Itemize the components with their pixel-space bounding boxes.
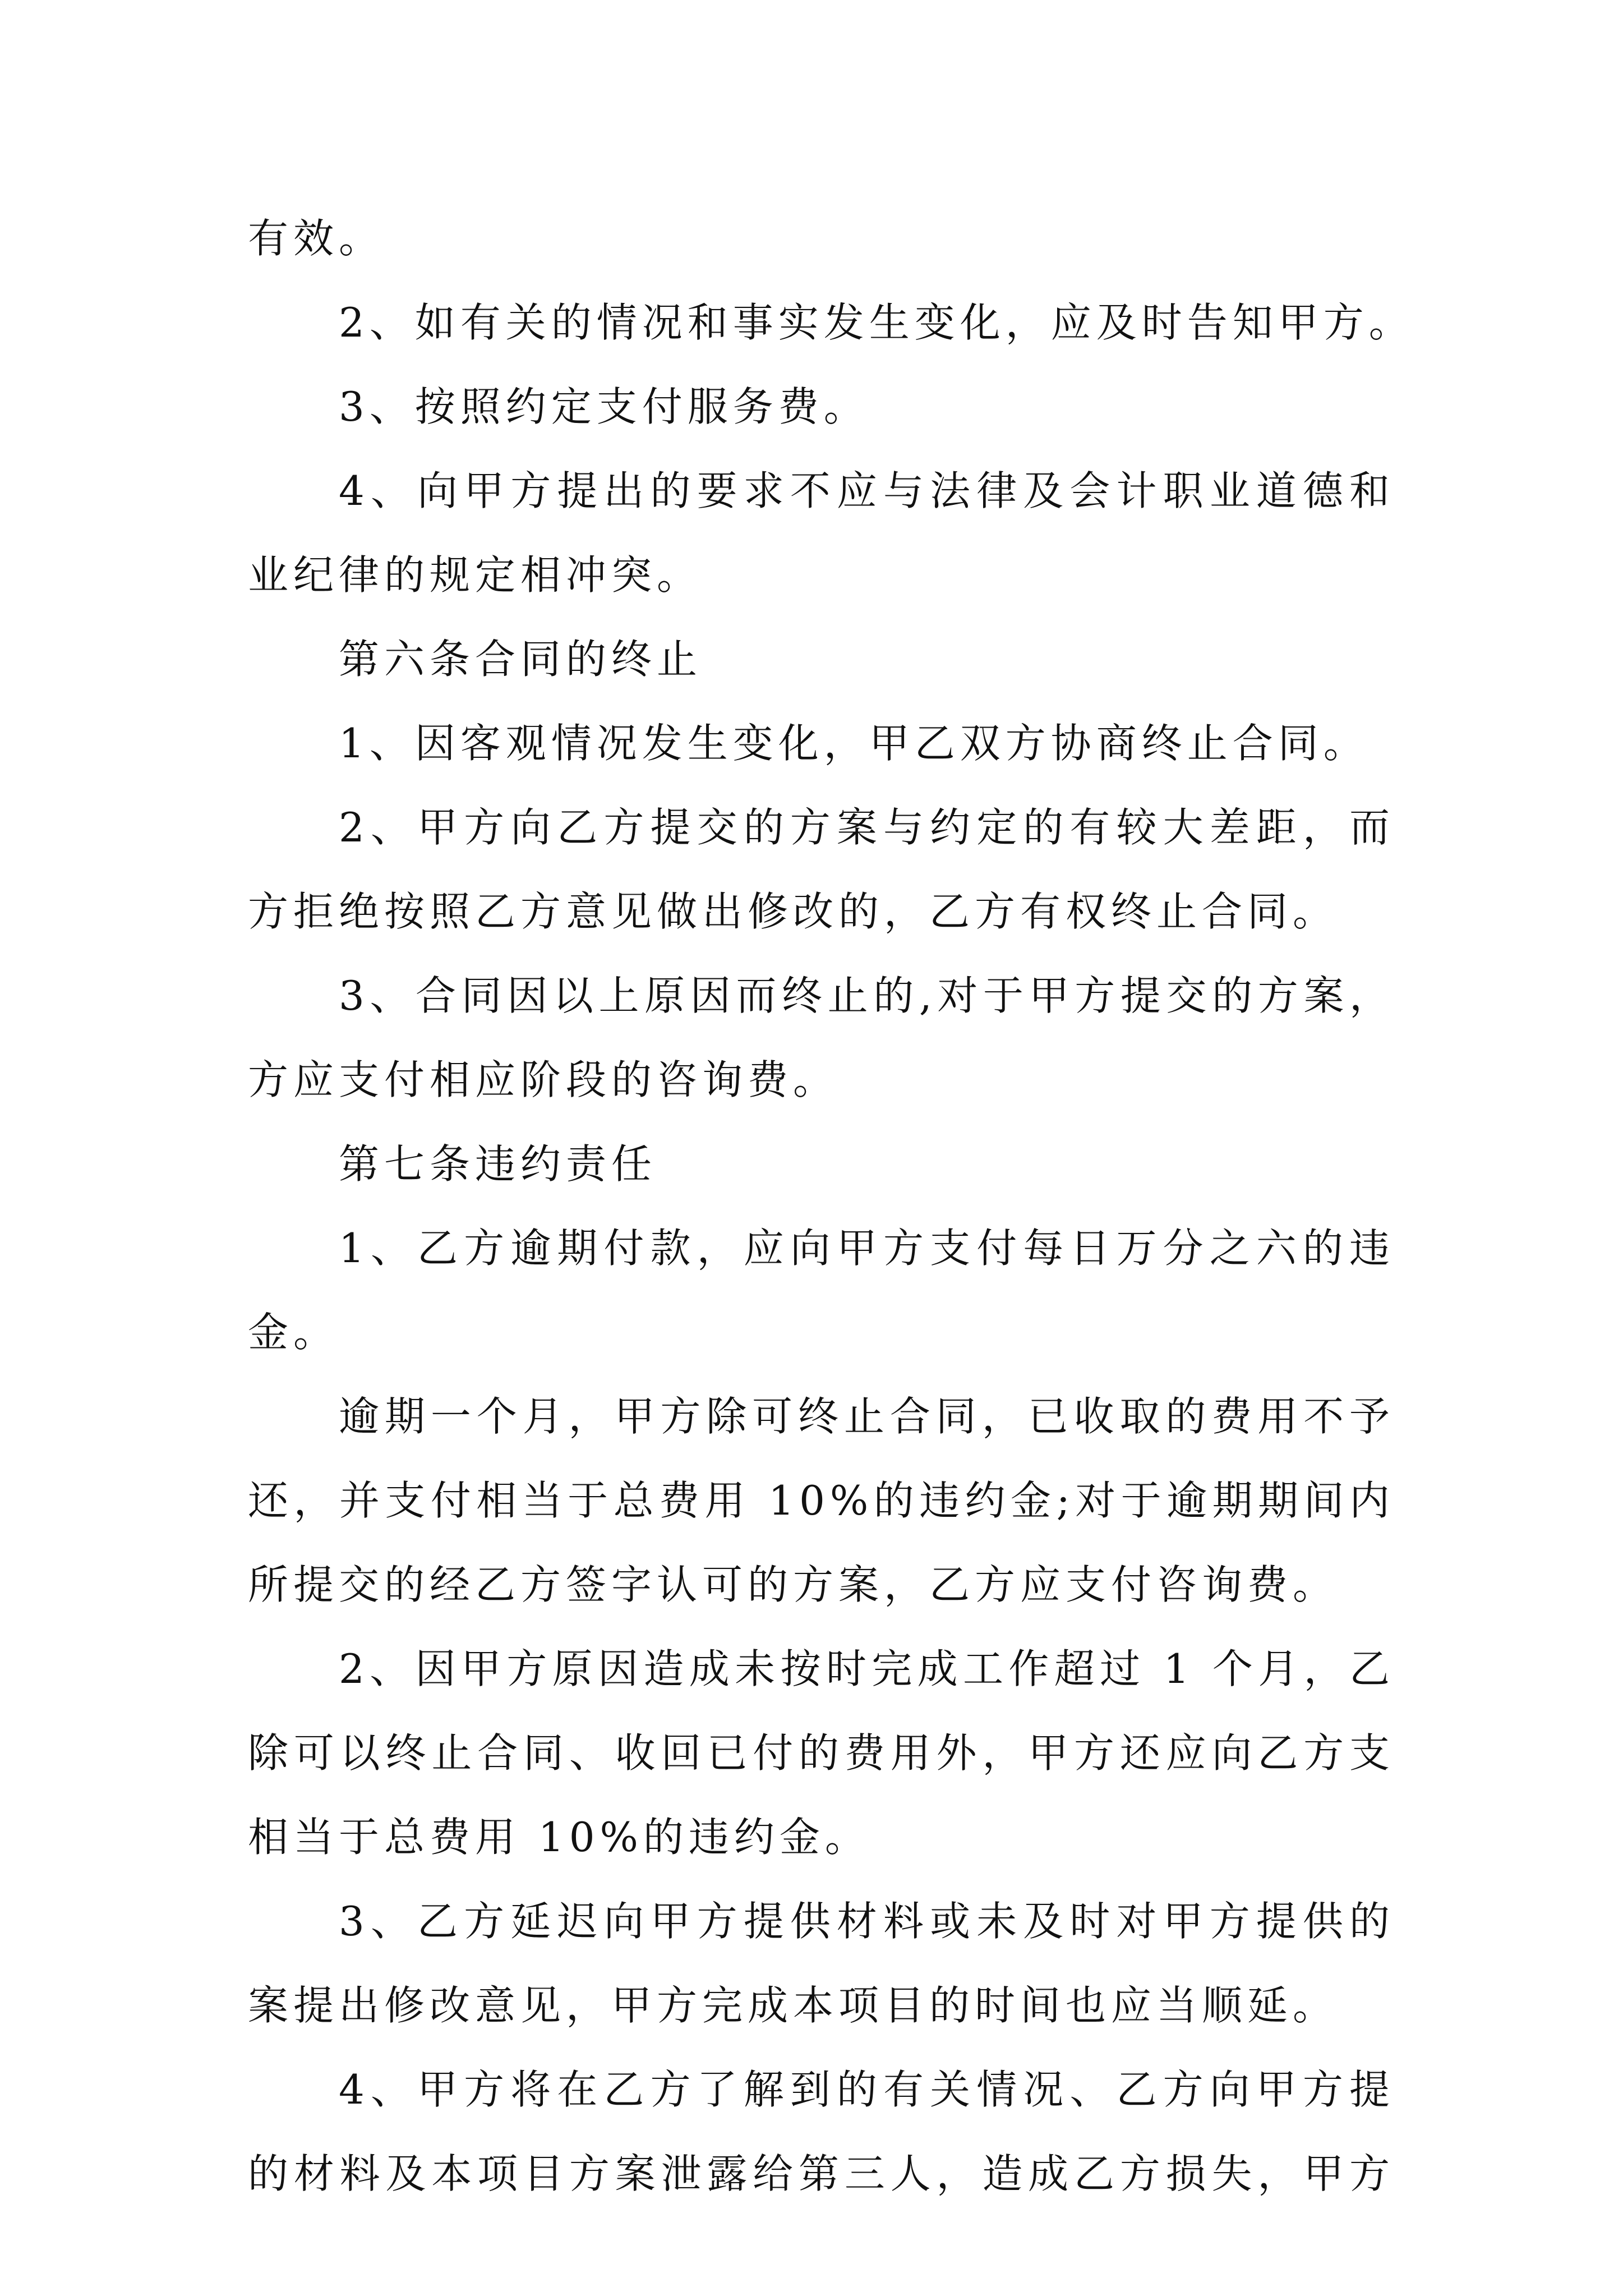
paragraph-line: 所提交的经乙方签字认可的方案，乙方应支付咨询费。	[248, 1561, 1339, 1608]
paragraph-line: 4、甲方将在乙方了解到的有关情况、乙方向甲方提	[339, 2066, 1395, 2113]
paragraph-line: 除可以终止合同、收回已付的费用外，甲方还应向乙方支	[248, 1729, 1395, 1777]
paragraph-line: 案提出修改意见，甲方完成本项目的时间也应当顺延。	[248, 1982, 1339, 2029]
paragraph-line: 方拒绝按照乙方意见做出修改的，乙方有权终止合同。	[248, 888, 1339, 935]
paragraph-line: 3、乙方延迟向甲方提供材料或未及时对甲方提供的	[339, 1898, 1395, 1945]
paragraph-line: 2、如有关的情况和事实发生变化，应及时告知甲方。	[339, 299, 1414, 346]
paragraph-line: 1、乙方逾期付款，应向甲方支付每日万分之六的违	[339, 1225, 1395, 1272]
section-heading: 第七条违约责任	[339, 1140, 657, 1188]
paragraph-line: 2、因甲方原因造成未按时完成工作超过 1 个月，乙	[339, 1645, 1395, 1692]
paragraph-line: 逾期一个月，甲方除可终止合同，已收取的费用不予	[339, 1393, 1395, 1440]
paragraph-line: 金。	[248, 1309, 339, 1356]
paragraph-line: 业纪律的规定相冲突。	[248, 551, 703, 599]
section-heading: 第六条合同的终止	[339, 636, 703, 683]
paragraph-line: 2、甲方向乙方提交的方案与约定的有较大差距，而	[339, 804, 1395, 851]
paragraph-line: 4、向甲方提出的要求不应与法律及会计职业道德和	[339, 467, 1395, 514]
paragraph-line: 3、合同因以上原因而终止的,对于甲方提交的方案，	[339, 972, 1395, 1019]
paragraph-line: 的材料及本项目方案泄露给第三人，造成乙方损失，甲方	[248, 2150, 1395, 2197]
paragraph-line: 1、因客观情况发生变化，甲乙双方协商终止合同。	[339, 720, 1369, 767]
paragraph-line: 相当于总费用 10%的违约金。	[248, 1814, 870, 1861]
paragraph-line: 方应支付相应阶段的咨询费。	[248, 1056, 839, 1103]
paragraph-line: 3、按照约定支付服务费。	[339, 383, 869, 430]
paragraph-line: 有效。	[248, 215, 385, 262]
document-body	[248, 196, 1414, 2216]
paragraph-line: 还，并支付相当于总费用 10%的违约金;对于逾期期间内	[248, 1477, 1395, 1524]
